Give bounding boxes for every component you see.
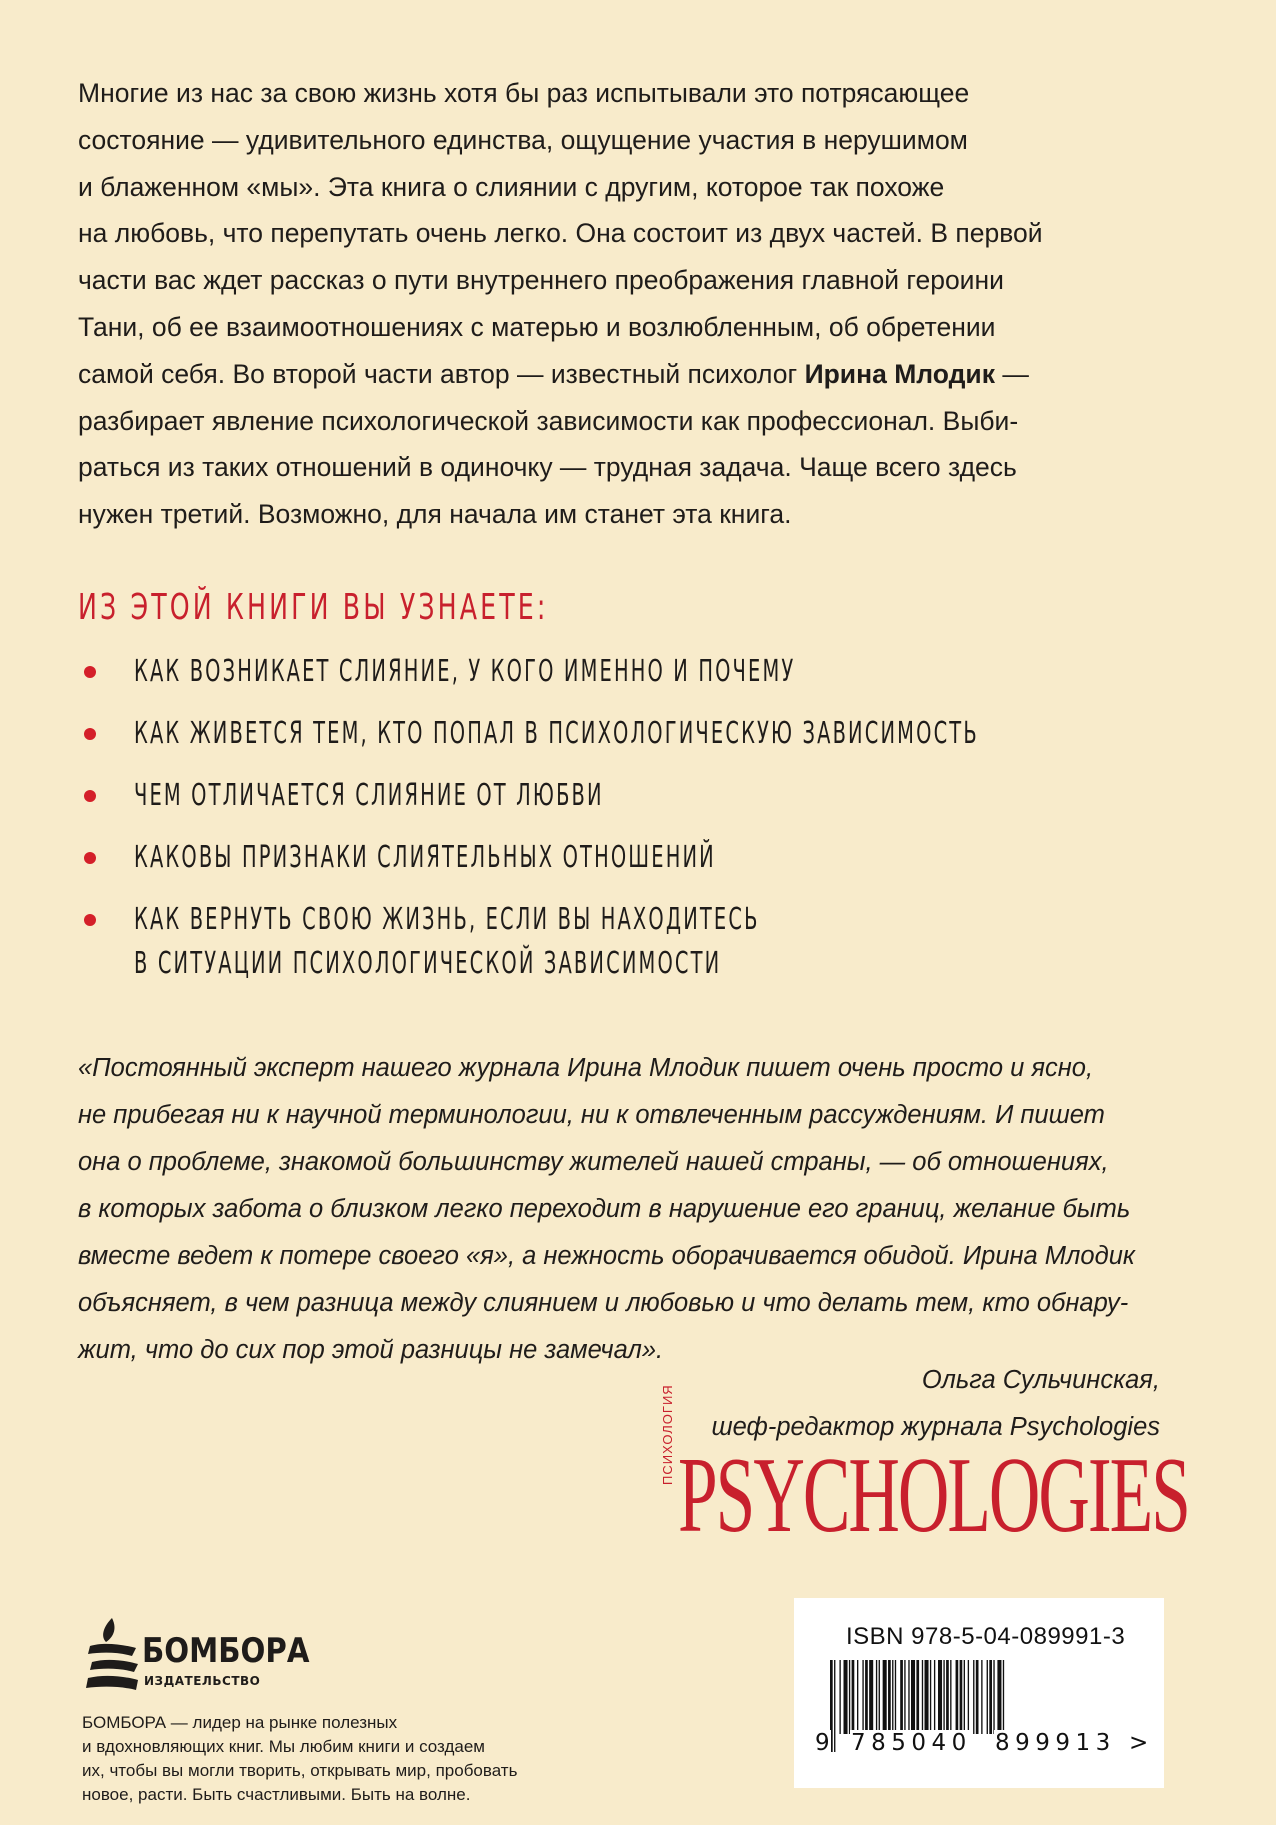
- publisher-mark-icon: [82, 1612, 142, 1702]
- barcode-bar: [900, 1660, 903, 1734]
- barcode-bar: [987, 1660, 988, 1734]
- publisher-line: БОМБОРА — лидер на рынке полезных: [82, 1713, 398, 1732]
- barcode-bar: [888, 1660, 891, 1734]
- barcode-bar: [946, 1660, 949, 1734]
- description-line: разбирает явление психологической зависимости как профессионал. Выби-: [78, 405, 1019, 436]
- barcode-bar: [879, 1660, 880, 1734]
- barcode-bar: [904, 1660, 905, 1734]
- barcode-bar: [964, 1660, 965, 1734]
- barcode-bar: [997, 1660, 1001, 1734]
- barcode-bar: [943, 1660, 944, 1734]
- barcode-bar: [989, 1660, 992, 1734]
- list-item-text: [134, 836, 886, 880]
- publisher-line: и вдохновляющих книг. Мы любим книги и создаем: [82, 1737, 485, 1756]
- barcode-bar: [960, 1660, 963, 1734]
- barcode-end-mark: >: [1129, 1730, 1149, 1756]
- barcode-bar: [865, 1660, 868, 1734]
- barcode-left-digits: 785040: [851, 1730, 972, 1756]
- list-item: [78, 774, 1178, 818]
- barcode-bar: [968, 1660, 969, 1734]
- barcode-bar: [1003, 1660, 1004, 1734]
- list-item: [78, 836, 1178, 880]
- barcode-bar: [973, 1660, 974, 1734]
- barcode-bar: [981, 1660, 982, 1734]
- description-line: Тани, об ее взаимоотношениях с матерью и возлюбленным, об обретении: [78, 311, 996, 342]
- barcode-bar: [895, 1660, 896, 1734]
- publisher-name: БОМБОРА: [142, 1631, 310, 1671]
- barcode-bar: [993, 1660, 994, 1734]
- list-item: [78, 898, 1178, 986]
- review-quote: [78, 1045, 1188, 1374]
- quote-author-role: шеф-редактор журнала Psychologies: [711, 1413, 1160, 1441]
- description-text: —: [994, 358, 1029, 389]
- isbn-block: [794, 1598, 1164, 1788]
- publisher-logo: [82, 1612, 382, 1702]
- publisher-description: [82, 1711, 602, 1807]
- quote-author: Ольга Сульчинская,: [921, 1366, 1160, 1394]
- learn-heading: ИЗ ЭТОЙ КНИГИ ВЫ УЗНАЕТЕ:: [78, 587, 549, 628]
- quote-line: объясняет, в чем разница между слиянием и любовью и что делать тем, кто обнару-: [78, 1289, 1129, 1317]
- list-item-text: [134, 650, 886, 694]
- barcode-first-digit: 9: [815, 1730, 830, 1756]
- description-line: на любовь, что перепутать очень легко. Она состоит из двух частей. В первой: [78, 218, 1043, 249]
- description-line: части вас ждет рассказ о пути внутреннего преображения главной героини: [78, 265, 1004, 296]
- quote-line: не прибегая ни к научной терминологии, ни к отвлеченным рассуждениям. И пишет: [78, 1101, 1105, 1129]
- list-item-line: КАК ВЕРНУТЬ СВОЮ ЖИЗНЬ, ЕСЛИ ВЫ НАХОДИТЕСЬ: [134, 902, 760, 937]
- publisher-line: их, чтобы вы могли творить, открывать мир, пробовать: [82, 1761, 518, 1780]
- barcode-bar: [852, 1660, 855, 1734]
- description-line: раться из таких отношений в одиночку — трудная задача. Чаще всего здесь: [78, 452, 1017, 483]
- quote-line: вместе ведет к потере своего «я», а нежность оборачивается обидой. Ирина Млодик: [78, 1242, 1135, 1270]
- barcode-bar: [892, 1660, 893, 1734]
- learn-list: [78, 650, 1178, 1004]
- barcode-bar: [950, 1660, 951, 1734]
- bullet-dot-icon: [84, 852, 96, 864]
- list-item-text: [134, 774, 886, 818]
- barcode-bar: [869, 1660, 873, 1734]
- quote-line: в которых забота о близком легко переходит в нарушение его границ, желание быть: [78, 1195, 1131, 1223]
- quote-line: «Постоянный эксперт нашего журнала Ирина Млодик пишет очень просто и ясно,: [78, 1054, 1094, 1082]
- quote-line: жит, что до сих пор этой разницы не замечал».: [78, 1336, 664, 1364]
- list-item: [78, 650, 1178, 694]
- barcode-right-digits: 899913: [995, 1730, 1116, 1756]
- barcode-bar: [930, 1660, 931, 1734]
- barcode-bar: [876, 1660, 877, 1734]
- barcode-bar: [862, 1660, 863, 1734]
- quote-line: она о проблеме, знакомой большинству жителей нашей страны, — об отношениях,: [78, 1148, 1109, 1176]
- barcode-bar: [925, 1660, 929, 1734]
- barcode-bar: [908, 1660, 909, 1734]
- barcode-bar: [976, 1660, 979, 1734]
- bullet-dot-icon: [84, 728, 96, 740]
- barcode-bar: [839, 1660, 840, 1734]
- isbn-label: ISBN 978-5-04-089991-3: [846, 1623, 1126, 1650]
- magazine-logo: PSYCHOLOGIES: [678, 1436, 1189, 1555]
- list-item-text: [134, 898, 886, 986]
- list-item-line: КАК ЖИВЕТСЯ ТЕМ, КТО ПОПАЛ В ПСИХОЛОГИЧЕСКУЮ ЗАВИСИМОСТЬ: [134, 716, 979, 751]
- publisher-line: новое, расти. Быть счастливыми. Быть на волне.: [82, 1785, 471, 1804]
- barcode-bar: [849, 1660, 850, 1734]
- list-item-line: ЧЕМ ОТЛИЧАЕТСЯ СЛИЯНИЕ ОТ ЛЮБВИ: [134, 778, 604, 813]
- magazine-logo-small-text: ПСИХОЛОГИЯ: [660, 1384, 675, 1485]
- description-line: и блаженном «мы». Эта книга о слиянии с другим, которое так похоже: [78, 171, 945, 202]
- barcode-bar: [844, 1660, 848, 1734]
- book-description: [78, 70, 1188, 538]
- author-name: Ирина Млодик: [804, 358, 995, 389]
- list-item-line: В СИТУАЦИИ ПСИХОЛОГИЧЕСКОЙ ЗАВИСИМОСТИ: [134, 946, 722, 981]
- description-text: самой себя. Во второй части автор — известный психолог: [78, 358, 805, 389]
- bullet-dot-icon: [84, 666, 96, 678]
- list-item-text: [134, 712, 979, 756]
- list-item-line: КАКОВЫ ПРИЗНАКИ СЛИЯТЕЛЬНЫХ ОТНОШЕНИЙ: [134, 840, 716, 875]
- description-line: нужен третий. Возможно, для начала им станет эта книга.: [78, 499, 792, 530]
- description-line: Многие из нас за свою жизнь хотя бы раз испытывали это потрясающее: [78, 78, 970, 108]
- barcode-bar: [834, 1660, 835, 1752]
- description-line: [78, 351, 1188, 398]
- barcode-bar: [857, 1660, 858, 1734]
- barcode-bar: [938, 1660, 942, 1734]
- description-line: состояние — удивительного единства, ощущение участия в нерушимом: [78, 124, 968, 155]
- bullet-dot-icon: [84, 914, 96, 926]
- barcode-bar: [883, 1660, 887, 1734]
- barcode-bar: [911, 1660, 915, 1734]
- list-item: [78, 712, 1178, 756]
- publisher-subtitle: ИЗДАТЕЛЬСТВО: [144, 1674, 261, 1688]
- barcode-bar: [934, 1660, 935, 1734]
- list-item-line: КАК ВОЗНИКАЕТ СЛИЯНИЕ, У КОГО ИМЕННО И ПОЧЕМУ: [134, 654, 796, 689]
- barcode-bar: [956, 1660, 959, 1734]
- bullet-dot-icon: [84, 790, 96, 802]
